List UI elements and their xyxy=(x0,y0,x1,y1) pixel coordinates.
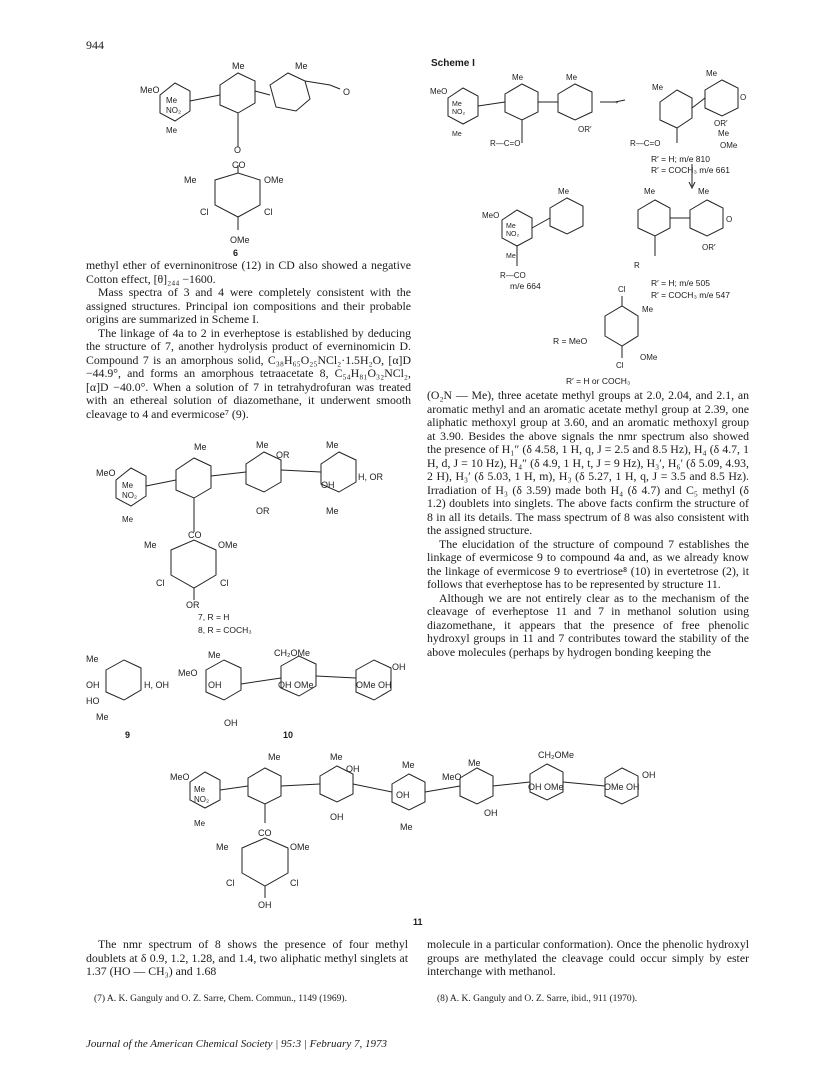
svg-text:MeO: MeO xyxy=(170,772,190,782)
svg-text:Me: Me xyxy=(194,819,206,828)
svg-text:Cl: Cl xyxy=(226,878,235,888)
journal-footer: Journal of the American Chemical Society | 95:3 | February 7, 1973 xyxy=(86,1038,387,1050)
svg-text:O: O xyxy=(343,87,351,97)
svg-text:O: O xyxy=(740,93,747,102)
svg-text:Me: Me xyxy=(166,126,178,135)
svg-text:Cl: Cl xyxy=(290,878,299,888)
svg-text:OMe: OMe xyxy=(290,842,310,852)
structure-10-number: 10 xyxy=(283,730,294,740)
svg-text:CO: CO xyxy=(188,530,202,540)
svg-text:R: R xyxy=(634,261,640,270)
svg-text:MeO: MeO xyxy=(140,85,160,95)
svg-text:OH: OH xyxy=(484,808,498,818)
svg-text:→: → xyxy=(610,96,620,107)
svg-text:Me: Me xyxy=(194,442,207,452)
svg-text:Me: Me xyxy=(326,506,339,516)
scheme-title: Scheme I xyxy=(431,58,475,69)
right-paragraph-3: Although we are not entirely clear as to the mechanism of the cleavage of everheptose 11 and 7 in methanol solution using diazomethane, it appears that the presence of free phenolic hydroxyl groups in 11 and 7 contributes toward the stability of the above molecules (perhaps by hydrogen bonding keeping the xyxy=(427,590,749,659)
scheme-label-m547: R′ = COCH₃ m/e 547 xyxy=(651,290,730,300)
svg-text:Me: Me xyxy=(566,73,578,82)
svg-text:Me: Me xyxy=(642,305,654,314)
structure-8-label: 8, R = COCH₃ xyxy=(198,625,252,635)
scheme-label-m505: R′ = H; m/e 505 xyxy=(651,278,710,288)
structure-6-number: 6 xyxy=(233,248,239,258)
bottom-left-text xyxy=(86,938,408,979)
svg-text:R—C=O: R—C=O xyxy=(490,139,521,148)
structure-7-8 xyxy=(96,440,396,610)
svg-text:Me: Me xyxy=(644,187,656,196)
svg-text:H, OR: H, OR xyxy=(358,472,384,482)
svg-text:Me: Me xyxy=(256,440,269,450)
svg-text:Me: Me xyxy=(326,440,339,450)
left-column-text xyxy=(86,259,411,421)
scheme-label-r-def: R = MeO xyxy=(553,336,588,346)
svg-text:Me: Me xyxy=(468,758,481,768)
svg-text:Me: Me xyxy=(184,175,197,185)
svg-text:NO₂: NO₂ xyxy=(166,106,182,115)
svg-text:OH OMe: OH OMe xyxy=(528,782,564,792)
svg-text:Me: Me xyxy=(144,540,157,550)
svg-text:O: O xyxy=(726,215,733,224)
svg-text:R—C=O: R—C=O xyxy=(630,139,661,148)
svg-text:OMe: OMe xyxy=(720,141,738,150)
svg-text:Me: Me xyxy=(452,101,462,108)
scheme-label-r-prime: R′ = H or COCH₃ xyxy=(566,376,631,386)
svg-text:Cl: Cl xyxy=(618,285,626,294)
svg-text:O: O xyxy=(234,145,242,155)
svg-text:Cl: Cl xyxy=(220,578,229,588)
svg-text:OH: OH xyxy=(321,480,335,490)
right-paragraph-1: (O₂N — Me), three acetate methyl groups at 2.0, 2.04, and 2.1, an aromatic methyl and an aromatic acetate methyl group at 2.39, one aliphatic methoxyl group at 3.60, and an aromatic methoxyl group at 3.90. Besides the above signals the nmr spectrum also showed the presence of H₁″ (δ 4.58, 1 H, q, J = 2.5 and 8.5 Hz), H₄ (δ 4.7, 1 H, d, J = 10 Hz), H₄″ (δ 4.9, 1 H, t, J = 9 Hz), H₃′, H₆′ (δ 5.09, 4.93, 2 H), H₃′ (δ 5.03, 1 H, m), H₃ (δ 5.27, 1 H, q, J = 3.5 and 8.5 Hz). Irradiation of H₃ (δ 3.59) made both H₄ (δ 4.7) and C₅ methyl (δ 1.2) doublets into singlets. The above facts confirm the structure of 8 in all its details. The mass spectrum of 8 was also consistent with the assigned structure. xyxy=(427,388,749,537)
svg-text:Me: Me xyxy=(452,131,462,138)
svg-text:Cl: Cl xyxy=(264,207,273,217)
svg-text:Cl: Cl xyxy=(200,207,209,217)
svg-text:Me: Me xyxy=(506,223,516,230)
scheme-label-m810: R′ = H; m/e 810 xyxy=(651,154,710,164)
right-column-text xyxy=(427,389,749,659)
svg-text:OH: OH xyxy=(396,790,410,800)
left-paragraph-3: The linkage of 4a to 2 in everheptose is established by deducing the structure of 7, another hydrolysis product of everninomicin D. Compound 7 is an amorphous solid, C₃₈H₆₅O₂₅NCl₂·1.5H₂O, [α]D −44.9°, and forms an amorphous tetraacetate 8, C₅₄H₈₁O₃₂NCl₂, [α]D −40.0°. When a solution of 7 in tetrahydrofuran was treated with an ethereal solution of diazomethane, it underwent smooth cleavage to 4 and evermicose⁷ (9). xyxy=(86,325,411,421)
svg-text:NO₂: NO₂ xyxy=(506,231,520,238)
svg-text:Me: Me xyxy=(194,785,206,794)
svg-text:OMe: OMe xyxy=(640,353,658,362)
svg-text:Me: Me xyxy=(295,61,308,71)
svg-text:Me: Me xyxy=(652,83,664,92)
svg-text:OMe OH: OMe OH xyxy=(356,680,392,690)
svg-text:OR: OR xyxy=(186,600,200,610)
svg-text:CO: CO xyxy=(258,828,272,838)
svg-text:CO: CO xyxy=(232,160,246,170)
footnote-7: (7) A. K. Ganguly and O. Z. Sarre, Chem. Commun., 1149 (1969). xyxy=(94,994,347,1004)
structure-11-number: 11 xyxy=(413,917,423,927)
svg-text:OH: OH xyxy=(346,764,360,774)
svg-text:OH: OH xyxy=(208,680,222,690)
svg-text:OR: OR xyxy=(256,506,270,516)
svg-text:Me: Me xyxy=(96,712,109,722)
svg-text:NO₂: NO₂ xyxy=(194,795,210,804)
right-paragraph-2: The elucidation of the structure of compound 7 establishes the linkage of evermicose 9 to compound 4a and, as we already know the linkage of evermicose 9 to evertriose⁸ (10) in evertetrose (2), it follows that everheptose has to be represented by structure 11. xyxy=(427,536,749,591)
bottom-right-text xyxy=(427,938,749,979)
scheme-label-m661: R′ = COCH₃ m/e 661 xyxy=(651,165,730,175)
svg-text:CH₂OMe: CH₂OMe xyxy=(538,750,574,760)
svg-text:Me: Me xyxy=(512,73,524,82)
svg-text:OMe: OMe xyxy=(218,540,238,550)
svg-text:Me: Me xyxy=(232,61,245,71)
svg-text:OH OMe: OH OMe xyxy=(278,680,314,690)
footnote-8: (8) A. K. Ganguly and O. Z. Sarre, ibid., 911 (1970). xyxy=(437,994,638,1004)
svg-text:MeO: MeO xyxy=(178,668,198,678)
svg-text:OMe: OMe xyxy=(264,175,284,185)
svg-text:OR′: OR′ xyxy=(714,119,728,128)
svg-text:Me: Me xyxy=(330,752,343,762)
svg-text:Cl: Cl xyxy=(616,361,624,370)
svg-text:Me: Me xyxy=(268,752,281,762)
svg-text:Me: Me xyxy=(558,187,570,196)
structure-9-number: 9 xyxy=(125,730,131,740)
structures-9-10 xyxy=(86,648,406,743)
svg-text:Me: Me xyxy=(402,760,415,770)
svg-text:H, OH: H, OH xyxy=(144,680,170,690)
svg-text:R—CO: R—CO xyxy=(500,271,526,280)
svg-text:MeO: MeO xyxy=(430,87,448,96)
svg-text:OH: OH xyxy=(330,812,344,822)
svg-text:OH: OH xyxy=(642,770,656,780)
bottom-right-paragraph: molecule in a particular conformation). Once the phenolic hydroxyl groups are methylated the cleavage could occur simply by ester interchange with methanol. xyxy=(427,937,749,978)
svg-text:Me: Me xyxy=(86,654,99,664)
scheme-1-structures xyxy=(430,68,760,388)
svg-text:OR′: OR′ xyxy=(702,243,716,252)
left-paragraph-1: methyl ether of everninonitrose (12) in CD also showed a negative Cotton effect, [θ]₂₄₄ −1600. xyxy=(86,258,411,286)
svg-text:Me: Me xyxy=(706,69,718,78)
svg-text:Me: Me xyxy=(698,187,710,196)
svg-text:OMe OH: OMe OH xyxy=(604,782,640,792)
svg-text:MeO: MeO xyxy=(482,211,500,220)
structure-11 xyxy=(170,748,700,913)
svg-text:OMe: OMe xyxy=(230,235,250,245)
svg-text:OR: OR xyxy=(276,450,290,460)
svg-text:NO₂: NO₂ xyxy=(452,109,466,116)
svg-text:OH: OH xyxy=(86,680,100,690)
svg-text:MeO: MeO xyxy=(442,772,462,782)
svg-text:Me: Me xyxy=(122,515,134,524)
structure-6 xyxy=(140,55,370,255)
svg-text:MeO: MeO xyxy=(96,468,116,478)
svg-text:Me: Me xyxy=(166,96,178,105)
svg-text:Me: Me xyxy=(216,842,229,852)
bottom-left-paragraph: The nmr spectrum of 8 shows the presence of four methyl doublets at δ 0.9, 1.2, 1.28, and 1.4, two aliphatic methyl singlets at 1.37 (HO — CH₃) and 1.68 xyxy=(86,937,408,978)
left-paragraph-2: Mass spectra of 3 and 4 were completely consistent with the assigned structures. Principal ion compositions and their probable origins are summarized in Scheme I. xyxy=(86,285,411,326)
svg-text:Me: Me xyxy=(122,481,134,490)
svg-text:Me: Me xyxy=(506,253,516,260)
svg-text:OR′: OR′ xyxy=(578,125,592,134)
svg-text:HO: HO xyxy=(86,696,100,706)
svg-text:Me: Me xyxy=(208,650,221,660)
scheme-label-m664: m/e 664 xyxy=(510,281,541,291)
svg-text:OH: OH xyxy=(392,662,406,672)
svg-text:NO₂: NO₂ xyxy=(122,491,138,500)
svg-text:Me: Me xyxy=(400,822,413,832)
svg-text:OH: OH xyxy=(258,900,272,910)
svg-text:Me: Me xyxy=(718,129,730,138)
structure-7-label: 7, R = H xyxy=(198,612,230,622)
svg-text:CH₂OMe: CH₂OMe xyxy=(274,648,310,658)
svg-text:OH: OH xyxy=(224,718,238,728)
page-number: 944 xyxy=(86,38,104,52)
svg-text:Cl: Cl xyxy=(156,578,165,588)
